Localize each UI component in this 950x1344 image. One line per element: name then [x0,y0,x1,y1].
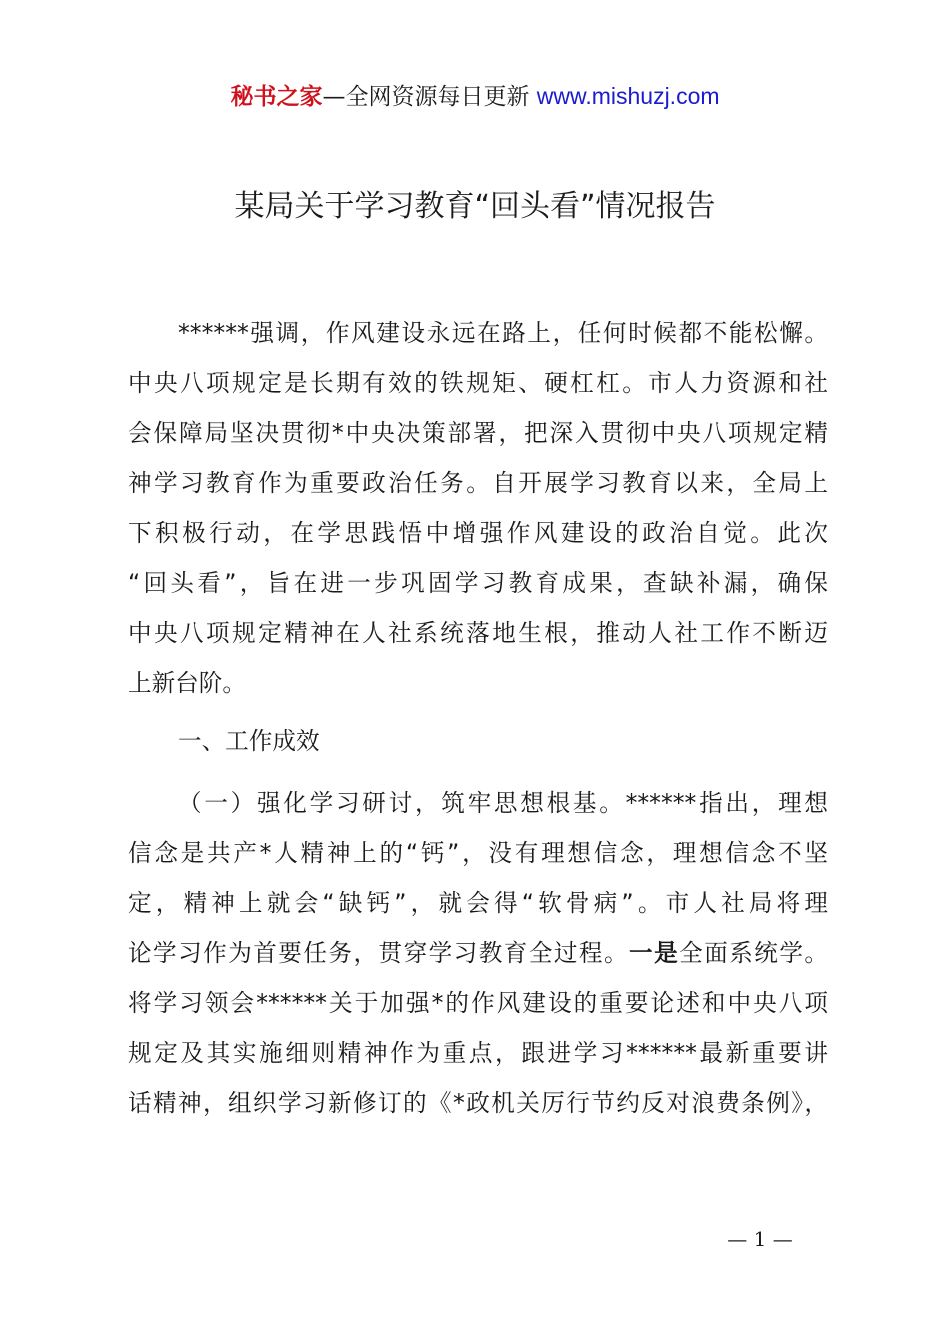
paragraph-line: 信念是共产*人精神上的“钙”，没有理想信念，理想信念不坚 [128,839,828,867]
paragraph-line: 会保障局坚决贯彻*中央决策部署，把深入贯彻中央八项规定精 [128,419,828,447]
paragraph-line: 规定及其实施细则精神作为重点，跟进学习******最新重要讲 [128,1039,828,1067]
paragraph-line: 将学习领会******关于加强*的作风建设的重要论述和中央八项 [128,989,828,1017]
achievements-paragraph [128,778,828,1128]
site-brand: 秘书之家 [230,84,323,110]
paragraph-line: 中央八项规定精神在人社系统落地生根，推动人社工作不断迈 [128,619,828,647]
site-header [0,80,950,113]
bold-lead: 一是 [629,939,680,967]
paragraph-line: 中央八项规定是长期有效的铁规矩、硬杠杠。市人力资源和社 [128,369,828,397]
paragraph-line: 定，精神上就会“缺钙”，就会得“软骨病”。市人社局将理 [128,889,828,917]
paragraph-line: 话精神，组织学习新修订的《*政机关厉行节约反对浪费条例》， [128,1089,828,1117]
paragraph-segment: 全面系统学。 [679,939,829,967]
paragraph-line: ******强调，作风建设永远在路上，任何时候都不能松懈。 [178,319,828,347]
site-url-link[interactable]: www.mishuzj.com [536,83,720,109]
paragraph-line: 神学习教育作为重要政治任务。自开展学习教育以来，全局上 [128,469,828,497]
section-heading [128,716,828,766]
site-tagline: —全网资源每日更新 [322,84,537,110]
paragraph-line: 上新台阶。 [128,669,246,697]
paragraph-segment: 论学习作为首要任务，贯穿学习教育全过程。 [128,939,630,967]
paragraph-line: 下积极行动，在学思践悟中增强作风建设的政治自觉。此次 [128,519,828,547]
intro-paragraph [128,308,828,708]
page-number: — 1 — [727,1227,793,1251]
document-title: 某局关于学习教育“回头看”情况报告 [234,189,716,224]
paragraph-line-mixed [128,928,828,978]
paragraph-line: （一）强化学习研讨，筑牢思想根基。******指出，理想 [178,789,828,817]
paragraph-line: “回头看”，旨在进一步巩固学习教育成果，查缺补漏，确保 [128,569,828,597]
section-heading-text: 一、工作成效 [178,727,320,755]
